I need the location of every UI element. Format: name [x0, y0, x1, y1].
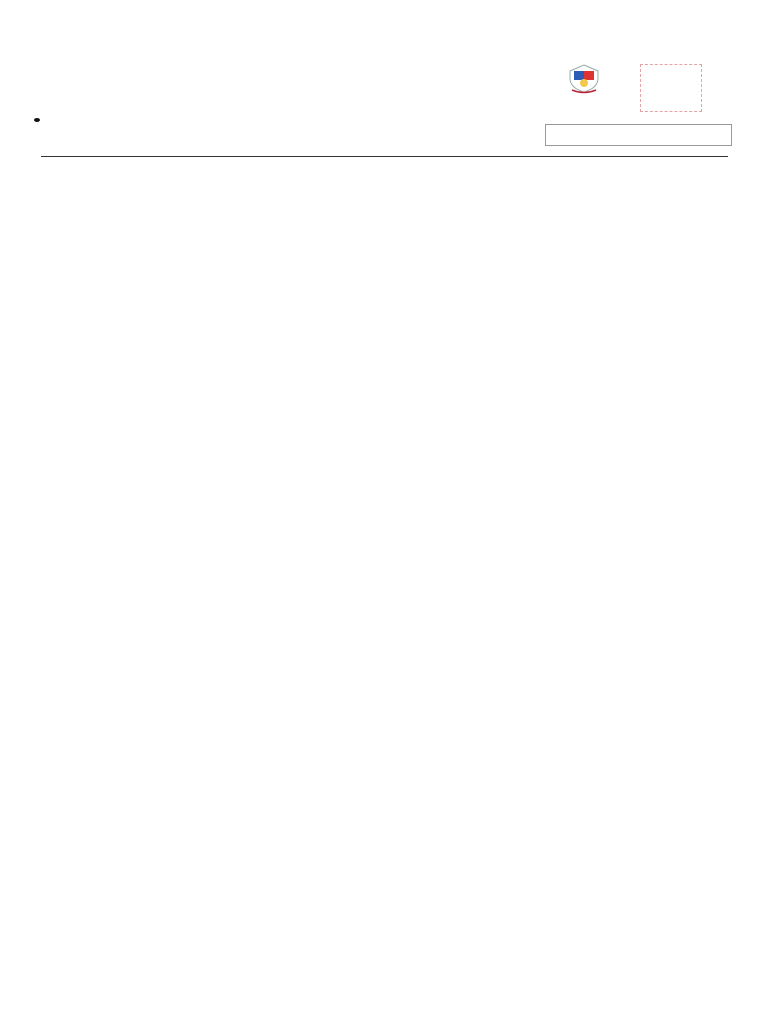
chairman-signature-box[interactable]: [545, 124, 732, 146]
timing-marks-right: [751, 60, 758, 965]
ballot-header: [34, 74, 734, 154]
qr-code-icon: [340, 66, 408, 106]
instruction-line: [34, 117, 249, 123]
timing-marks-left: [10, 60, 17, 965]
ballot-grid: [41, 156, 728, 157]
comelec-seal-icon: [564, 62, 604, 94]
voting-instructions: [34, 116, 249, 123]
filled-circle-icon: [34, 118, 40, 122]
timing-marks-top: [10, 34, 758, 48]
seal-placeholder-box: [640, 64, 702, 112]
timing-marks-bottom: [10, 972, 758, 986]
